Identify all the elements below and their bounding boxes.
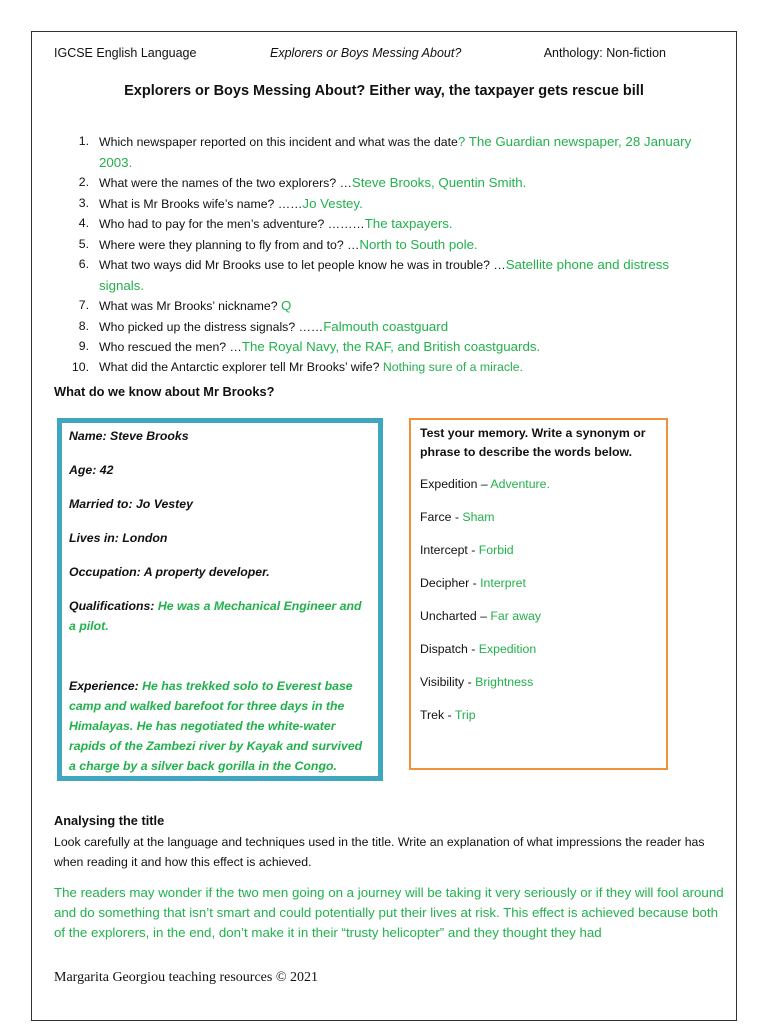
question-text: Which newspaper reported on this incident and what was the date xyxy=(99,135,458,149)
question-item: 9. Who rescued the men? …The Royal Navy, the RAF, and British coastguards. xyxy=(78,339,541,354)
header-section: Anthology: Non-fiction xyxy=(543,46,666,60)
profile-age: Age: 42 xyxy=(69,463,114,477)
question-item: 2. What were the names of the two explorers? …Steve Brooks, Quentin Smith. xyxy=(78,175,527,190)
question-item: 5. Where were they planning to fly from and to? …North to South pole. xyxy=(78,236,478,252)
answer-text: Falmouth coastguard xyxy=(323,318,449,334)
question-item: 3. What is Mr Brooks wife’s name? ……Jo Vestey. xyxy=(78,195,363,211)
memory-item: Decipher - Interpret xyxy=(420,576,526,590)
question-list xyxy=(54,132,704,377)
page-header xyxy=(54,46,716,64)
answer-text: Q xyxy=(281,298,292,313)
question-text: Who rescued the men? … xyxy=(99,340,242,354)
profile-lives: Lives in: London xyxy=(69,531,168,545)
answer-text: Steve Brooks, Quentin Smith. xyxy=(351,175,527,190)
answer-text: Jo Vestey. xyxy=(302,195,363,211)
question-item: 4. Who had to pay for the men’s adventure? ………The taxpayers. xyxy=(78,216,453,231)
answer-text: North to South pole. xyxy=(359,236,478,252)
question-text: Where were they planning to fly from and to? … xyxy=(99,237,360,252)
question-item: 1. Which newspaper reported on this incident and what was the date? The Guardian newspaper, 28 January 2003. xyxy=(78,134,692,170)
question-text: Who picked up the distress signals? …… xyxy=(99,319,324,334)
question-text: What were the names of the two explorers? … xyxy=(99,176,352,190)
header-course: IGCSE English Language xyxy=(54,46,197,60)
memory-item: Intercept - Forbid xyxy=(420,543,514,557)
answer-text: Nothing sure of a miracle. xyxy=(382,359,523,374)
question-text: What two ways did Mr Brooks use to let people know he was in trouble? … xyxy=(99,258,506,272)
worksheet-page xyxy=(31,31,737,1021)
header-topic: Explorers or Boys Messing About? xyxy=(270,46,462,60)
profile-occupation: Occupation: A property developer. xyxy=(69,565,270,579)
question-item: 10. What did the Antarctic explorer tell Mr Brooks’ wife? Nothing sure of a miracle. xyxy=(71,359,523,374)
memory-item: Trek - Trip xyxy=(420,708,476,722)
memory-item: Farce - Sham xyxy=(420,510,495,524)
answer-text: ? The Guardian newspaper, 28 January 2003. xyxy=(99,134,692,170)
memory-item: Visibility - Brightness xyxy=(420,675,534,689)
worksheet-title: Explorers or Boys Messing About? Either way, the taxpayer gets rescue bill xyxy=(124,83,644,99)
profile-married: Married to: Jo Vestey xyxy=(69,497,193,511)
analysis-answer: The readers may wonder if the two men going on a journey will be taking it very seriously or if they will fool around and do something that isn’t smart and could potentially put their lives at risk. This effect is achieved because both of the explorers, in the end, don’t make it in their “trusty helicopter” and they thought they had xyxy=(54,885,724,940)
profile-experience: Experience: He has trekked solo to Everest base camp and walked barefoot for three days in the Himalayas. He has negotiated the white-water rapids of the Zambezi river by Kayak and survived a charge by a silver back gorilla in the Congo. xyxy=(69,679,363,773)
answer-text: The taxpayers. xyxy=(364,216,453,231)
question-text: What is Mr Brooks wife’s name? …… xyxy=(99,196,303,211)
question-item: 8. Who picked up the distress signals? ……Falmouth coastguard xyxy=(78,318,449,334)
question-text: Who had to pay for the men’s adventure? ……… xyxy=(99,217,365,231)
memory-box xyxy=(409,418,668,770)
question-text: What did the Antarctic explorer tell Mr Brooks’ wife? xyxy=(99,359,383,374)
answer-text: Satellite phone and distress signals. xyxy=(99,257,670,293)
question-item: 6. What two ways did Mr Brooks use to let people know he was in trouble? …Satellite phone and distress signals. xyxy=(78,257,670,293)
memory-item: Dispatch - Expedition xyxy=(420,642,537,656)
memory-item: Uncharted – Far away xyxy=(420,609,541,623)
question-item: 7. What was Mr Brooks’ nickname? Q xyxy=(78,298,292,313)
analysis-heading: Analysing the title xyxy=(54,813,165,828)
memory-item: Expedition – Adventure. xyxy=(420,477,550,491)
question-text: What was Mr Brooks’ nickname? xyxy=(99,299,282,313)
profile-name: Name: Steve Brooks xyxy=(69,429,189,443)
profile-qualifications: Qualifications: He was a Mechanical Engineer and a pilot. xyxy=(69,599,362,633)
profile-box xyxy=(57,418,383,781)
memory-instructions: Test your memory. Write a synonym or phrase to describe the words below. xyxy=(420,426,646,459)
answer-text: The Royal Navy, the RAF, and British coastguards. xyxy=(241,339,541,354)
page-footer: Margarita Georgiou teaching resources © 2021 xyxy=(54,970,318,985)
analysis-instructions: Look carefully at the language and techniques used in the title. Write an explanation of what impressions the reader has when reading it and how this effect is achieved. xyxy=(54,835,705,869)
know-heading: What do we know about Mr Brooks? xyxy=(54,384,275,399)
